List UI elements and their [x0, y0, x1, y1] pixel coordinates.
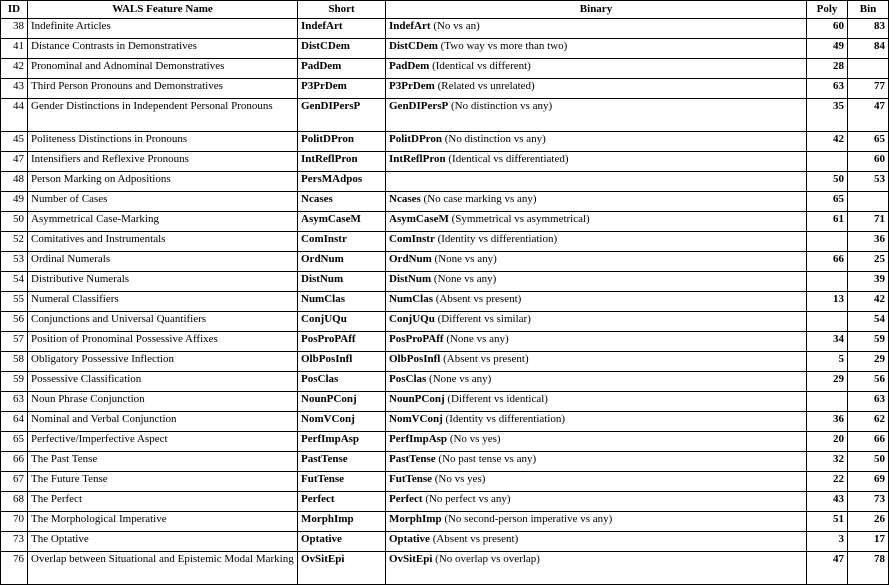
binary-description: (No past tense vs any) — [435, 453, 537, 465]
binary-description: (Absent vs present) — [433, 293, 522, 305]
binary-description: (Different vs identical) — [444, 393, 548, 405]
cell-short: P3PrDem — [298, 79, 386, 99]
cell-bin: 47 — [848, 99, 889, 132]
cell-id: 43 — [1, 79, 28, 99]
cell-binary — [386, 352, 807, 372]
cell-bin: 62 — [848, 412, 889, 432]
cell-id: 56 — [1, 312, 28, 332]
cell-feature-name: Numeral Classifiers — [28, 292, 298, 312]
cell-poly: 29 — [807, 372, 848, 392]
cell-feature-name: Position of Pronominal Possessive Affixes — [28, 332, 298, 352]
cell-binary — [386, 392, 807, 412]
cell-poly: 66 — [807, 252, 848, 272]
cell-binary — [386, 39, 807, 59]
cell-feature-name: Gender Distinctions in Independent Personal Pronouns — [28, 99, 298, 132]
cell-binary — [386, 152, 807, 172]
binary-short-label: MorphImp — [389, 513, 442, 525]
cell-short: FutTense — [298, 472, 386, 492]
cell-bin: 50 — [848, 452, 889, 472]
cell-poly: 32 — [807, 452, 848, 472]
cell-bin: 73 — [848, 492, 889, 512]
cell-bin — [848, 59, 889, 79]
table-row — [1, 412, 889, 432]
cell-bin: 65 — [848, 132, 889, 152]
cell-binary — [386, 99, 807, 132]
binary-description: (Different vs similar) — [434, 313, 531, 325]
binary-description: (No case marking vs any) — [420, 193, 537, 205]
cell-feature-name: Number of Cases — [28, 192, 298, 212]
cell-feature-name: Ordinal Numerals — [28, 252, 298, 272]
cell-short: PadDem — [298, 59, 386, 79]
cell-id: 49 — [1, 192, 28, 212]
cell-bin: 71 — [848, 212, 889, 232]
cell-short: NounPConj — [298, 392, 386, 412]
binary-description: (Identity vs differentiation) — [442, 413, 566, 425]
cell-feature-name: Conjunctions and Universal Quantifiers — [28, 312, 298, 332]
table-row — [1, 312, 889, 332]
cell-short: PastTense — [298, 452, 386, 472]
binary-description: (Identical vs differentiated) — [445, 153, 569, 165]
cell-binary — [386, 492, 807, 512]
cell-poly: 35 — [807, 99, 848, 132]
cell-feature-name: The Future Tense — [28, 472, 298, 492]
cell-binary — [386, 59, 807, 79]
cell-bin: 25 — [848, 252, 889, 272]
cell-poly: 20 — [807, 432, 848, 452]
cell-feature-name: The Morphological Imperative — [28, 512, 298, 532]
cell-bin: 39 — [848, 272, 889, 292]
cell-short: Ncases — [298, 192, 386, 212]
cell-poly: 49 — [807, 39, 848, 59]
header-short: Short — [298, 1, 386, 19]
cell-short: Perfect — [298, 492, 386, 512]
binary-short-label: OvSitEpi — [389, 553, 433, 565]
cell-id: 65 — [1, 432, 28, 452]
cell-id: 64 — [1, 412, 28, 432]
cell-poly: 42 — [807, 132, 848, 152]
binary-short-label: Ncases — [389, 193, 421, 205]
cell-bin: 56 — [848, 372, 889, 392]
cell-bin: 29 — [848, 352, 889, 372]
cell-id: 57 — [1, 332, 28, 352]
cell-feature-name: Noun Phrase Conjunction — [28, 392, 298, 412]
cell-bin: 54 — [848, 312, 889, 332]
binary-short-label: GenDIPersP — [389, 100, 449, 112]
cell-id: 73 — [1, 532, 28, 552]
cell-id: 70 — [1, 512, 28, 532]
cell-id: 41 — [1, 39, 28, 59]
table-header-row — [1, 1, 889, 19]
cell-short: ComInstr — [298, 232, 386, 252]
table-row — [1, 252, 889, 272]
binary-description: (Identical vs different) — [429, 60, 531, 72]
cell-bin: 59 — [848, 332, 889, 352]
binary-short-label: NounPConj — [389, 393, 445, 405]
cell-binary — [386, 472, 807, 492]
binary-description: (Symmetrical vs asymmetrical) — [448, 213, 590, 225]
binary-description: (Two way vs more than two) — [437, 40, 568, 52]
cell-feature-name: Overlap between Situational and Epistemic Modal Marking — [28, 552, 298, 585]
cell-feature-name: Pronominal and Adnominal Demonstratives — [28, 59, 298, 79]
binary-short-label: ComInstr — [389, 233, 435, 245]
binary-short-label: P3PrDem — [389, 80, 435, 92]
binary-description: (Related vs unrelated) — [434, 80, 535, 92]
binary-short-label: IntReflPron — [389, 153, 446, 165]
binary-short-label: NumClas — [389, 293, 434, 305]
cell-binary — [386, 19, 807, 39]
cell-binary — [386, 312, 807, 332]
cell-short: MorphImp — [298, 512, 386, 532]
cell-short: PolitDPron — [298, 132, 386, 152]
binary-short-label: AsymCaseM — [389, 213, 449, 225]
cell-short: AsymCaseM — [298, 212, 386, 232]
binary-short-label: FutTense — [389, 473, 432, 485]
cell-binary — [386, 412, 807, 432]
table-row — [1, 232, 889, 252]
cell-id: 48 — [1, 172, 28, 192]
cell-poly — [807, 232, 848, 252]
cell-poly: 3 — [807, 532, 848, 552]
cell-poly: 63 — [807, 79, 848, 99]
binary-description: (None vs any) — [426, 373, 492, 385]
cell-short: Optative — [298, 532, 386, 552]
cell-poly: 5 — [807, 352, 848, 372]
binary-short-label: PastTense — [389, 453, 436, 465]
cell-binary — [386, 272, 807, 292]
table-row — [1, 59, 889, 79]
cell-poly — [807, 392, 848, 412]
cell-binary — [386, 132, 807, 152]
cell-id: 42 — [1, 59, 28, 79]
cell-poly: 36 — [807, 412, 848, 432]
binary-description: (Identity vs differentiation) — [434, 233, 558, 245]
cell-bin: 63 — [848, 392, 889, 412]
cell-binary — [386, 372, 807, 392]
cell-short: GenDIPersP — [298, 99, 386, 132]
cell-id: 38 — [1, 19, 28, 39]
binary-short-label: NomVConj — [389, 413, 443, 425]
cell-binary — [386, 252, 807, 272]
cell-id: 52 — [1, 232, 28, 252]
table-row — [1, 512, 889, 532]
cell-bin — [848, 192, 889, 212]
cell-feature-name: Comitatives and Instrumentals — [28, 232, 298, 252]
binary-description: (None vs any) — [443, 333, 509, 345]
cell-binary — [386, 172, 807, 192]
cell-bin: 17 — [848, 532, 889, 552]
table-row — [1, 432, 889, 452]
table-row — [1, 212, 889, 232]
cell-feature-name: Possessive Classification — [28, 372, 298, 392]
binary-short-label: PadDem — [389, 60, 430, 72]
binary-short-label: PosClas — [389, 373, 427, 385]
binary-description: (Absent vs present) — [440, 353, 529, 365]
binary-description: (Absent vs present) — [429, 533, 519, 545]
header-poly: Poly — [807, 1, 848, 19]
table-row — [1, 79, 889, 99]
cell-bin: 78 — [848, 552, 889, 585]
table-row — [1, 132, 889, 152]
cell-id: 44 — [1, 99, 28, 132]
cell-short: PerfImpAsp — [298, 432, 386, 452]
cell-poly — [807, 272, 848, 292]
table-row — [1, 152, 889, 172]
cell-binary — [386, 212, 807, 232]
table-row — [1, 532, 889, 552]
binary-description: (No second-person imperative vs any) — [441, 513, 613, 525]
cell-feature-name: Perfective/Imperfective Aspect — [28, 432, 298, 452]
binary-short-label: DistNum — [389, 273, 432, 285]
header-bin: Bin — [848, 1, 889, 19]
binary-short-label: PosProPAff — [389, 333, 444, 345]
cell-id: 45 — [1, 132, 28, 152]
cell-feature-name: Politeness Distinctions in Pronouns — [28, 132, 298, 152]
cell-id: 63 — [1, 392, 28, 412]
cell-id: 53 — [1, 252, 28, 272]
cell-id: 76 — [1, 552, 28, 585]
table-row — [1, 192, 889, 212]
cell-bin: 77 — [848, 79, 889, 99]
binary-description: (No distinction vs any) — [441, 133, 546, 145]
cell-short: OlbPosInfl — [298, 352, 386, 372]
cell-id: 58 — [1, 352, 28, 372]
table-row — [1, 172, 889, 192]
table-body — [1, 19, 889, 585]
cell-poly: 47 — [807, 552, 848, 585]
cell-short: PosProPAff — [298, 332, 386, 352]
cell-poly: 43 — [807, 492, 848, 512]
cell-short: PosClas — [298, 372, 386, 392]
binary-description: (No distinction vs any) — [448, 100, 553, 112]
header-feature-name: WALS Feature Name — [28, 1, 298, 19]
binary-description: (No vs yes) — [432, 473, 486, 485]
table-row — [1, 372, 889, 392]
cell-id: 47 — [1, 152, 28, 172]
cell-short: IntReflPron — [298, 152, 386, 172]
table-row — [1, 352, 889, 372]
cell-id: 67 — [1, 472, 28, 492]
table-row — [1, 472, 889, 492]
cell-bin: 66 — [848, 432, 889, 452]
binary-short-label: PolitDPron — [389, 133, 442, 145]
cell-id: 50 — [1, 212, 28, 232]
cell-binary — [386, 552, 807, 585]
cell-binary — [386, 452, 807, 472]
table-row — [1, 39, 889, 59]
table-row — [1, 99, 889, 132]
cell-poly: 65 — [807, 192, 848, 212]
cell-poly — [807, 312, 848, 332]
cell-id: 54 — [1, 272, 28, 292]
cell-poly: 13 — [807, 292, 848, 312]
table-row — [1, 332, 889, 352]
cell-poly: 28 — [807, 59, 848, 79]
cell-binary — [386, 232, 807, 252]
cell-short: DistCDem — [298, 39, 386, 59]
binary-description: (No perfect vs any) — [422, 493, 511, 505]
cell-feature-name: Third Person Pronouns and Demonstratives — [28, 79, 298, 99]
table-row — [1, 492, 889, 512]
cell-bin: 69 — [848, 472, 889, 492]
cell-bin: 42 — [848, 292, 889, 312]
cell-id: 59 — [1, 372, 28, 392]
cell-feature-name: Distributive Numerals — [28, 272, 298, 292]
cell-feature-name: Intensifiers and Reflexive Pronouns — [28, 152, 298, 172]
cell-poly — [807, 152, 848, 172]
table-row — [1, 452, 889, 472]
cell-short: DistNum — [298, 272, 386, 292]
header-id: ID — [1, 1, 28, 19]
cell-short: IndefArt — [298, 19, 386, 39]
binary-short-label: OlbPosInfl — [389, 353, 441, 365]
cell-short: OvSitEpi — [298, 552, 386, 585]
cell-poly: 50 — [807, 172, 848, 192]
cell-poly: 51 — [807, 512, 848, 532]
cell-binary — [386, 79, 807, 99]
cell-binary — [386, 192, 807, 212]
cell-bin: 26 — [848, 512, 889, 532]
binary-description: (None vs any) — [431, 253, 497, 265]
cell-binary — [386, 432, 807, 452]
binary-short-label: DistCDem — [389, 40, 438, 52]
cell-bin: 83 — [848, 19, 889, 39]
header-binary: Binary — [386, 1, 807, 19]
cell-feature-name: The Optative — [28, 532, 298, 552]
cell-bin: 60 — [848, 152, 889, 172]
cell-binary — [386, 292, 807, 312]
table-row — [1, 19, 889, 39]
cell-feature-name: Asymmetrical Case-Marking — [28, 212, 298, 232]
binary-short-label: IndefArt — [389, 20, 431, 32]
cell-bin: 53 — [848, 172, 889, 192]
binary-short-label: OrdNum — [389, 253, 432, 265]
cell-feature-name: Indefinite Articles — [28, 19, 298, 39]
cell-bin: 36 — [848, 232, 889, 252]
cell-short: PersMAdpos — [298, 172, 386, 192]
cell-feature-name: Nominal and Verbal Conjunction — [28, 412, 298, 432]
cell-feature-name: The Perfect — [28, 492, 298, 512]
binary-short-label: Optative — [389, 533, 430, 545]
cell-id: 68 — [1, 492, 28, 512]
cell-short: NomVConj — [298, 412, 386, 432]
cell-bin: 84 — [848, 39, 889, 59]
cell-poly: 60 — [807, 19, 848, 39]
table-row — [1, 552, 889, 585]
cell-poly: 22 — [807, 472, 848, 492]
cell-feature-name: Obligatory Possessive Inflection — [28, 352, 298, 372]
binary-description: (None vs any) — [431, 273, 497, 285]
table-row — [1, 272, 889, 292]
cell-binary — [386, 532, 807, 552]
cell-id: 55 — [1, 292, 28, 312]
table-row — [1, 292, 889, 312]
binary-description: (No vs an) — [430, 20, 480, 32]
cell-binary — [386, 512, 807, 532]
binary-description: (No vs yes) — [447, 433, 501, 445]
cell-short: ConjUQu — [298, 312, 386, 332]
cell-feature-name: The Past Tense — [28, 452, 298, 472]
cell-short: NumClas — [298, 292, 386, 312]
binary-description: (No overlap vs overlap) — [432, 553, 540, 565]
binary-short-label: Perfect — [389, 493, 423, 505]
table-row — [1, 392, 889, 412]
cell-binary — [386, 332, 807, 352]
cell-id: 66 — [1, 452, 28, 472]
binary-short-label: PerfImpAsp — [389, 433, 448, 445]
cell-feature-name: Distance Contrasts in Demonstratives — [28, 39, 298, 59]
cell-feature-name: Person Marking on Adpositions — [28, 172, 298, 192]
cell-short: OrdNum — [298, 252, 386, 272]
binary-short-label: ConjUQu — [389, 313, 435, 325]
cell-poly: 34 — [807, 332, 848, 352]
cell-poly: 61 — [807, 212, 848, 232]
